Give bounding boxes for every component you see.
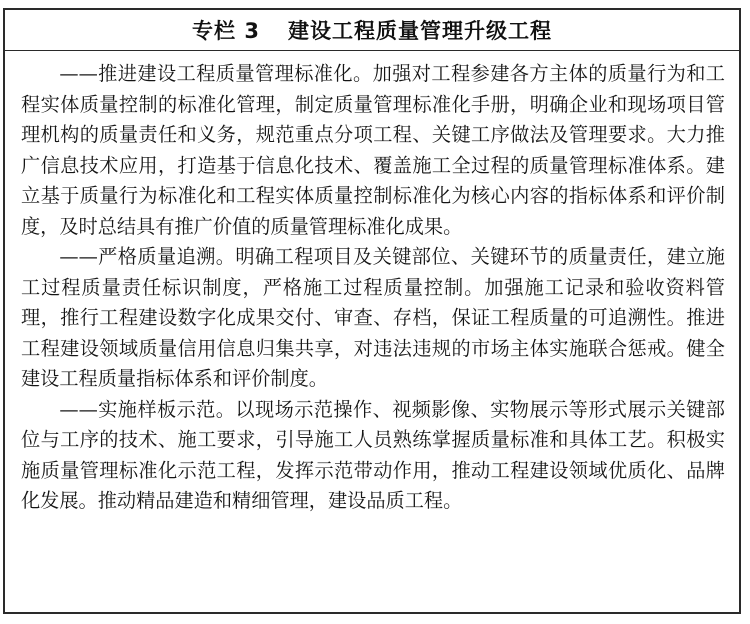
column-title: 建设工程质量管理升级工程 <box>287 19 552 43</box>
column-body <box>5 51 739 517</box>
column-title-bar <box>5 10 739 51</box>
column-number: 专栏 3 <box>192 19 260 43</box>
paragraph-demonstration: ——实施样板示范。以现场示范操作、视频影像、实物展示等形式展示关键部位与工序的技术、施工要求，引导施工人员熟练掌握质量标准和具体工艺。积极实施质量管理标准化示范工程，发挥示范带动作用，推动工程建设领域优质化、品牌化发展。推动精品建造和精细管理，建设品质工程。 <box>21 397 725 512</box>
paragraph-standardization: ——推进建设工程质量管理标准化。加强对工程参建各方主体的质量行为和工程实体质量控制的标准化管理，制定质量管理标准化手册，明确企业和现场项目管理机构的质量责任和义务，规范重点分项工程、关键工序做法及管理要求。大力推广信息技术应用，打造基于信息化技术、覆盖施工全过程的质量管理标准体系。建立基于质量行为标准化和工程实体质量控制标准化为核心内容的指标体系和评价制度，及时总结具有推广价值的质量管理标准化成果。 <box>21 62 725 238</box>
column-box <box>3 8 741 614</box>
paragraph-traceability: ——严格质量追溯。明确工程项目及关键部位、关键环节的质量责任，建立施工过程质量责任标识制度，严格施工过程质量控制。加强施工记录和验收资料管理，推行工程建设数字化成果交付、审查、存档，保证工程质量的可追溯性。推进工程建设领域质量信用信息归集共享，对违法违规的市场主体实施联合惩戒。健全建设工程质量指标体系和评价制度。 <box>21 245 725 390</box>
